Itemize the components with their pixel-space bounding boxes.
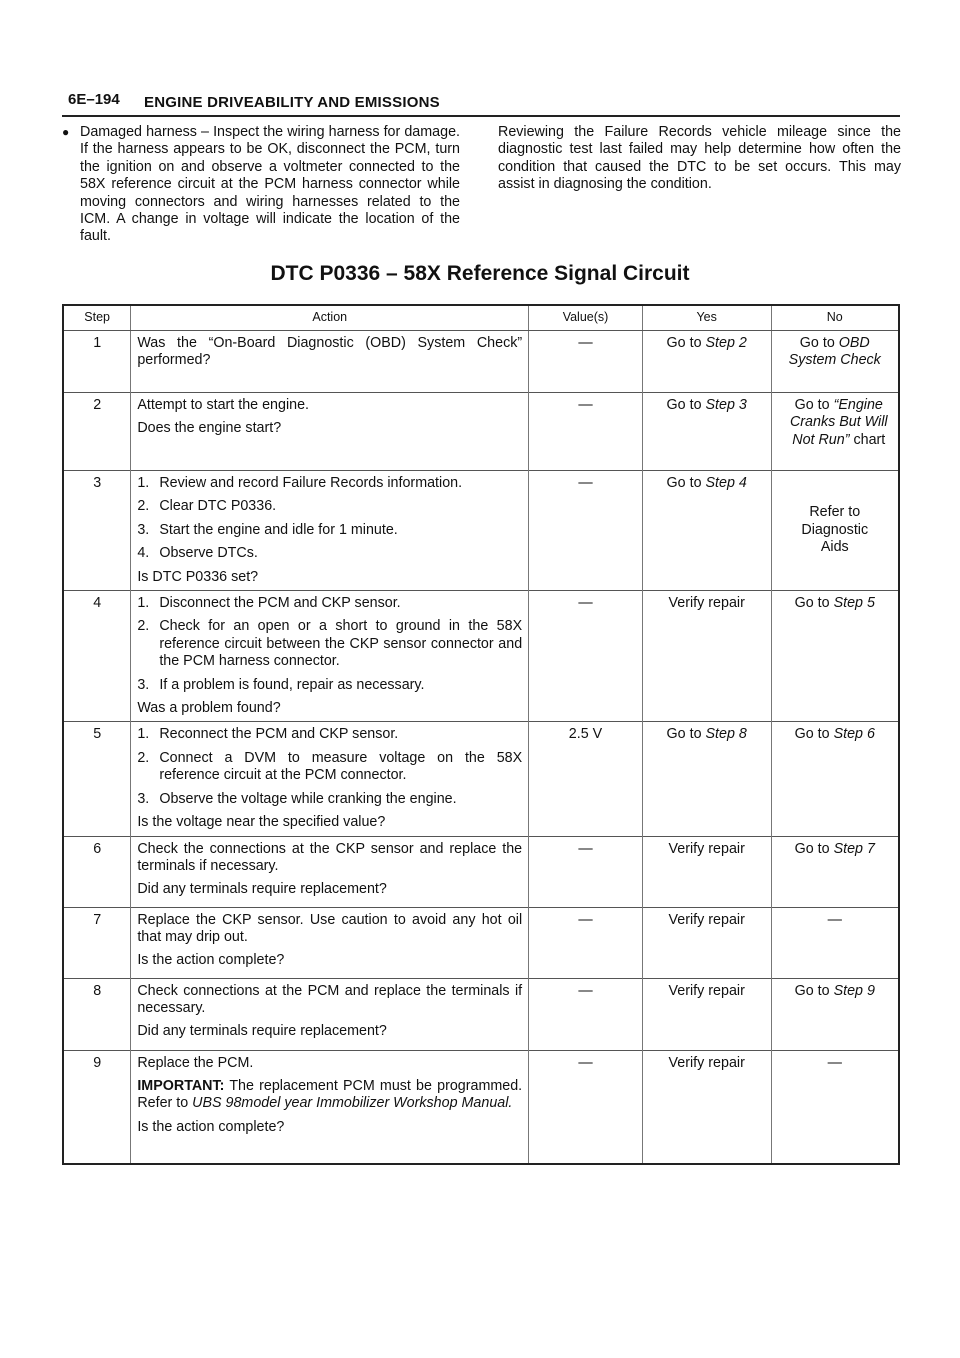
action-cell xyxy=(131,722,529,836)
value-cell: — xyxy=(529,591,643,722)
action-item: 4. Observe DTCs. xyxy=(137,545,258,562)
step-ref: Step 9 xyxy=(833,982,875,999)
table-row xyxy=(63,907,899,978)
procedure-ref: OBD System Check xyxy=(788,335,881,369)
no-cell: — xyxy=(771,1050,899,1164)
table-row xyxy=(63,836,899,907)
important-label: IMPORTANT: xyxy=(137,1077,225,1094)
table-row xyxy=(63,722,899,836)
action-cell xyxy=(131,393,529,471)
action-item: 3. Observe the voltage while cranking the engine. xyxy=(137,790,457,807)
action-cell xyxy=(131,1050,529,1164)
action-text: Check connections at the PCM and replace the terminals if necessary. xyxy=(137,982,523,1016)
action-question: Did any terminals require replacement? xyxy=(137,1023,387,1040)
step-ref: Step 6 xyxy=(833,726,875,743)
action-item: 2. Clear DTC P0336. xyxy=(137,498,277,515)
yes-cell: Go to Step 4 xyxy=(642,471,771,591)
value-cell: — xyxy=(529,471,643,591)
table-row xyxy=(63,978,899,1050)
step-number: 5 xyxy=(63,722,131,836)
step-number: 3 xyxy=(63,471,131,591)
step-number: 1 xyxy=(63,331,131,393)
action-text: Was the “On-Board Diagnostic (OBD) System Check” performed? xyxy=(137,335,523,369)
action-item: 3. Start the engine and idle for 1 minute. xyxy=(137,521,398,538)
no-cell: Go to Step 5 xyxy=(771,591,899,722)
action-text: Replace the CKP sensor. Use caution to avoid any hot oil that may drip out. xyxy=(137,911,523,945)
action-cell xyxy=(131,331,529,393)
action-text: Attempt to start the engine. xyxy=(137,397,309,413)
column-header-action: Action xyxy=(131,305,529,331)
action-cell xyxy=(131,978,529,1050)
procedure-ref: “Engine Cranks But Will Not Run” xyxy=(789,397,888,448)
no-suffix: chart xyxy=(853,431,886,448)
action-question: Does the engine start? xyxy=(137,420,282,437)
step-ref: Step 3 xyxy=(705,397,747,413)
value-cell: — xyxy=(529,978,643,1050)
action-question: Was a problem found? xyxy=(137,700,281,717)
action-text: Replace the PCM. xyxy=(137,1054,254,1071)
table-row xyxy=(63,1050,899,1164)
value-cell: — xyxy=(529,393,643,471)
table-header-row xyxy=(63,305,899,331)
step-number: 8 xyxy=(63,978,131,1050)
action-text: Check the connections at the CKP sensor and replace the terminals if necessary. xyxy=(137,840,523,874)
value-cell: — xyxy=(529,907,643,978)
value-cell: 2.5 V xyxy=(529,722,643,836)
column-header-step: Step xyxy=(63,305,131,331)
action-item: 3. If a problem is found, repair as necessary. xyxy=(137,676,425,693)
no-cell: Go to Step 6 xyxy=(771,722,899,836)
value-cell: — xyxy=(529,1050,643,1164)
table-row xyxy=(63,331,899,393)
yes-cell: Verify repair xyxy=(642,591,771,722)
important-note: IMPORTANT: The replacement PCM must be programmed. Refer to UBS 98model year Immobilizer Workshop Manual. xyxy=(137,1077,523,1112)
yes-cell: Go to Step 3 xyxy=(642,393,771,471)
action-item: 1. Review and record Failure Records information. xyxy=(137,475,463,491)
yes-cell: Verify repair xyxy=(642,1050,771,1164)
step-ref: Step 8 xyxy=(705,726,747,743)
action-item: 2. Check for an open or a short to ground in the 58X reference circuit between the CKP sensor connector and the PCM harness connector. xyxy=(137,618,523,670)
header-rule xyxy=(62,115,900,117)
no-cell: Go to “Engine Cranks But Will Not Run” chart xyxy=(771,393,899,471)
value-cell: — xyxy=(529,836,643,907)
manual-ref: UBS 98model year Immobilizer Workshop Manual xyxy=(192,1095,509,1112)
step-ref: Step 4 xyxy=(705,475,747,491)
page-header xyxy=(62,88,900,116)
yes-cell: Verify repair xyxy=(642,907,771,978)
page-number: 6E–194 xyxy=(68,91,120,108)
yes-cell: Go to Step 8 xyxy=(642,722,771,836)
bullet-text: Damaged harness – Inspect the wiring harness for damage. If the harness appears to be OK, disconnect the PCM, turn the ignition on and observe a voltmeter connected to the 58X reference circuit at the PCM harness connector while moving connectors and wiring harnesses related to the ICM. A change in voltage will indicate the location of the fault. xyxy=(80,124,460,245)
value-cell: — xyxy=(529,331,643,393)
no-cell: Go to Step 7 xyxy=(771,836,899,907)
table-row xyxy=(63,393,899,471)
action-cell xyxy=(131,471,529,591)
bullet-icon: ● xyxy=(62,125,70,139)
step-number: 6 xyxy=(63,836,131,907)
no-cell: — xyxy=(771,907,899,978)
step-ref: Step 5 xyxy=(833,595,875,612)
action-cell xyxy=(131,591,529,722)
table-title: DTC P0336 – 58X Reference Signal Circuit xyxy=(270,262,690,285)
intro-bullet-paragraph xyxy=(62,124,460,246)
action-question: Is the voltage near the specified value? xyxy=(137,814,386,831)
step-number: 2 xyxy=(63,393,131,471)
action-item: 2. Connect a DVM to measure voltage on the 58X reference circuit at the PCM connector. xyxy=(137,749,523,784)
action-question: Is DTC P0336 set? xyxy=(137,568,259,585)
yes-cell: Go to Step 2 xyxy=(642,331,771,393)
action-item: 1. Disconnect the PCM and CKP sensor. xyxy=(137,595,401,612)
step-number: 9 xyxy=(63,1050,131,1164)
action-item: 1. Reconnect the PCM and CKP sensor. xyxy=(137,726,399,743)
column-header-yes: Yes xyxy=(642,305,771,331)
action-cell xyxy=(131,907,529,978)
step-ref: Step 2 xyxy=(705,335,747,351)
action-question: Is the action complete? xyxy=(137,1118,285,1135)
table-row xyxy=(63,471,899,591)
intro-paragraph: Reviewing the Failure Records vehicle mileage since the diagnostic test last failed may help determine how often the condition that caused the DTC to be set occurs. This may assist in diagnosing the condition. xyxy=(498,124,901,193)
diagnostic-table xyxy=(62,304,900,1165)
action-question: Did any terminals require replacement? xyxy=(137,881,387,898)
no-cell: Go to OBD System Check xyxy=(771,331,899,393)
column-header-values: Value(s) xyxy=(529,305,643,331)
yes-cell: Verify repair xyxy=(642,836,771,907)
no-cell: Go to Step 9 xyxy=(771,978,899,1050)
action-question: Is the action complete? xyxy=(137,952,285,969)
table-row xyxy=(63,591,899,722)
step-number: 7 xyxy=(63,907,131,978)
yes-cell: Verify repair xyxy=(642,978,771,1050)
step-number: 4 xyxy=(63,591,131,722)
no-cell: Refer to Diagnostic Aids xyxy=(771,471,899,591)
step-ref: Step 7 xyxy=(833,840,875,857)
action-cell xyxy=(131,836,529,907)
column-header-no: No xyxy=(771,305,899,331)
section-title: ENGINE DRIVEABILITY AND EMISSIONS xyxy=(144,94,440,111)
